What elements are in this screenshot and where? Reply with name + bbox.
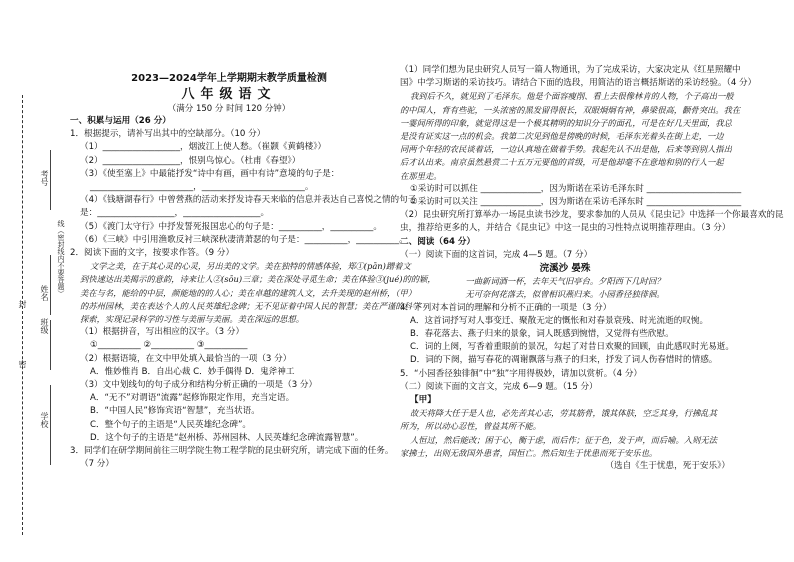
right-line: 故天将降大任于是人也，必先苦其心志，劳其筋骨，饿其体肤，空乏其身，行拂乱其: [410, 408, 717, 419]
exam-no-blank: [50, 150, 51, 210]
right-line: B．春花落去、燕子归来的景象，词人既感到惋惜，又觉得有些欣慰。: [410, 329, 674, 340]
left-line: （2）根据语境，在文中甲处填入最恰当的一项（3 分）: [80, 353, 292, 364]
right-line: ①采访时可以抓住 ______________，因为斯诺在采访毛泽东时 ______________________: [410, 183, 742, 194]
left-line: 文学之美，在于其心灵的心灵，另出美的文学。美在独特的情感体验，郑①(pān)蹭着文: [90, 261, 411, 272]
seal-dashed-line: [22, 95, 23, 535]
right-line: 后才认出来。南京虽然悬赏二十五万元要他的首级，可是他却毫不在意地和别的行人一起: [400, 157, 724, 168]
right-line: （一）阅读下面的这首词，完成 4—5 题。（7 分）: [400, 249, 593, 260]
class-blank: [50, 320, 51, 370]
left-line: 2．阅读下面的文字，按要求作答。（9 分）: [70, 248, 235, 259]
left-line: 3．同学们在研学期间前往三明学院生物工程学院的昆虫研究所，请完成下面的任务。: [70, 446, 394, 457]
right-line: 【甲】: [410, 395, 436, 406]
left-line: C．整个句子的主语是“人民英雄纪念碑”。: [90, 419, 251, 430]
left-line: 1．根据提示，请补写出其中的空缺部分。（10 分）: [70, 129, 266, 140]
left-line: B．“中国人民”修饰宾语“智慧”，充当状语。: [90, 406, 260, 417]
right-line: 4．下列对本首词的理解和分析不正确的一项是（3 分）: [400, 302, 612, 313]
left-line: 探索，实现记录科学的习性与美丽与美丽。美在深远的思想。: [80, 314, 305, 325]
school-label: 学校: [40, 412, 49, 428]
left-line: （3）《使至塞上》中最能抒发“诗中有画，画中有诗”意境的句子是：: [80, 168, 340, 179]
binding-margin: [0, 0, 68, 562]
right-line: 5．“小园香径独徘徊”中“独”字用得极妙，请加以赏析。（4 分）: [400, 368, 643, 379]
left-line: （7 分）: [80, 459, 114, 470]
right-line: 无可奈何花落去，似曾相识燕归来。小园香径独徘徊。: [465, 289, 665, 300]
right-line: ②采访时可以关注 ______________，因为斯诺在采访毛泽东时 ______________________: [410, 197, 742, 208]
left-line: 的苏州园林，美在表达个人的人民英雄纪念碑；无不见证着中国人民的智慧；美在严谨的科学: [80, 300, 421, 311]
right-line: 一霎间所得的印象，就觉得这是一个极其精明的知识分子的面孔，可是在好几天里面，我总: [400, 117, 732, 128]
left-line: ①__________ ②__________ ③__________: [90, 340, 248, 351]
right-line: 是没有证实这一点的机会。我第二次见到他是傍晚的时候，毛泽东光着头在街上走，一边: [400, 131, 724, 142]
right-line: 同两个年轻的农民谈着话，一边认真地在做着手势。我起先认不出是他，后来等到别人指出: [400, 144, 732, 155]
right-line: （选自《生于忧患，死于安乐》）: [605, 461, 730, 472]
name-blank: [50, 255, 51, 315]
right-line: D．词的下阕，描写春花的凋谢飘落与燕子的归来，抒发了词人伤春惜时的情感。: [410, 355, 718, 366]
left-line: （1）__________________，烟波江上使人愁。（崔颢《黄鹤楼》）: [80, 142, 327, 153]
seal-char-2: 密: [18, 360, 27, 368]
left-line: （5）《渡门太守行》中抒发誓死报国忠心的句子是：__________，__________。: [80, 221, 382, 232]
school-blank: [50, 385, 51, 465]
left-line: （1）根据拼音，写出相应的汉字。（3 分）: [80, 327, 245, 338]
left-line: 到快速达出美揭示的意韵，诗来让人②(sōu)三章；美在深处寻觅生命；美在体验③(jué)的的颖，: [80, 274, 436, 285]
right-line: （2）昆虫研究所打算举办一场昆虫读书沙龙，要求参加的人员从《昆虫记》中选择一个你最喜欢的昆: [400, 210, 784, 221]
exam-subject: 八年级语文: [181, 87, 277, 102]
right-line: A．这首词抒写对人事变迁、聚散无定的慨怅和对春景衰残、时光流逝的叹惋。: [410, 315, 709, 326]
name-label: 姓名: [40, 285, 49, 301]
right-line: 在那里走。: [400, 170, 442, 181]
class-label: 班级: [40, 318, 49, 334]
right-line: （二）阅读下面的文言文，完成 6—9 题。（15 分）: [400, 381, 598, 392]
right-line: 国》中学习斯诺的采访技巧。请结合下面的选段，用简洁的语言概括斯诺的采访经验。（4 分）: [400, 78, 757, 89]
right-line: （1）同学们想为昆虫研究人员写一篇人物通讯，为了完成采访，大家决定从《红星照耀中: [400, 65, 741, 75]
exam-no-label: 考号: [40, 170, 49, 186]
left-line: （2）__________________，恨别鸟惊心。（杜甫《春望》）: [80, 155, 301, 166]
right-line: 家拂士，出则无敌国外患者，国恒亡。然后知生于忧患而死于安乐也。: [400, 447, 658, 458]
left-line: A．“无不”对谓语“流露”起修饰限定作用，充当定语。: [90, 393, 295, 404]
right-question-block: [400, 64, 784, 473]
exam-meta: （满分 150 分 时间 120 分钟）: [167, 104, 291, 114]
seal-note: 线（密封线内不要答题）: [57, 220, 65, 297]
right-line: 人恒过，然后能改；困于心，衡于虑，而后作；征于色，发于声，而后喻。入则无法: [410, 434, 717, 445]
right-line: 虫，推荐给更多的人，并结合《昆虫记》中这一昆虫的习性特点说明推荐理由。（3 分）: [400, 223, 731, 234]
left-line: （6）《三峡》中引用渔歌反衬三峡深秋凄清萧瑟的句子是：__________，__________。: [80, 234, 408, 245]
exam-title: 2023—2024学年上学期期末教学质量检测: [131, 73, 327, 84]
left-line: D．这个句子的主语是“赵州桥、苏州园林、人民英雄纪念碑流露智慧”。: [90, 432, 364, 443]
right-line: 所为，所以动心忍性，曾益其所不能。: [400, 421, 542, 432]
left-line: （3）文中划线句的句子成分和结构分析正确的一项是（3 分）: [80, 380, 318, 391]
left-line: ________________________，________________________。: [90, 182, 314, 193]
seal-char-1: 封: [18, 300, 27, 308]
right-line: C．词的上阕，写香着重眼前的景况，勾起了对昔日欢聚的回顾，由此感叹时光易逝。: [410, 342, 734, 353]
right-column: [400, 64, 784, 473]
left-line: （4）《钱塘湖春行》中曾營燕的活动来抒发诗春天来临的信息并表达自己喜悦之情的句子: [80, 195, 417, 206]
right-line: 我到后不久，就见到了毛泽东。他是个面容瘦削、看上去很像林肯的人物，个子高出一般: [410, 91, 734, 102]
left-line: 是：__________________，__________________。: [80, 208, 270, 219]
right-line: 一曲新词酒一杯，去年天气旧亭台。夕阳西下几时回？: [465, 276, 665, 287]
left-line: 美在与名，能给的中层，颜能地的的人心；美在卓越的建筑人文，去升美现的赵州桥，（甲）: [80, 287, 417, 298]
right-line: 浣溪沙 晏殊: [539, 263, 591, 275]
right-line: 二、阅读（64 分）: [400, 236, 476, 247]
left-line: 一、积累与运用（26 分）: [70, 116, 171, 126]
right-line: 的中国人，背有些驼，一头浓密的黑发留得很长，双眼炯炯有神，鼻梁很高，颧骨突出。我在: [400, 104, 741, 115]
left-line: A．惟妙惟肖 B．自出心裁 C．妙手偶得 D．鬼斧神工: [90, 366, 295, 377]
